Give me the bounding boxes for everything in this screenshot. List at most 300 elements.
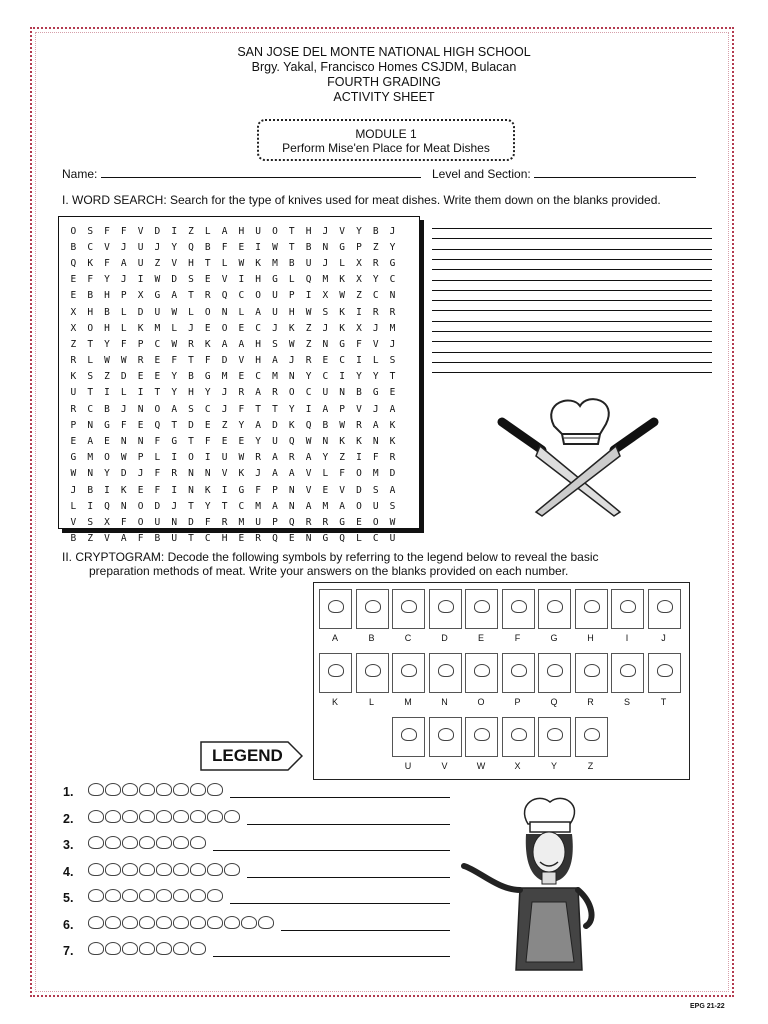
grid-letter[interactable]: L bbox=[238, 306, 245, 318]
grid-letter[interactable]: E bbox=[288, 533, 295, 545]
grid-letter[interactable]: R bbox=[356, 419, 362, 431]
grid-letter[interactable]: P bbox=[356, 241, 362, 253]
grid-letter[interactable]: Z bbox=[305, 338, 312, 350]
grid-letter[interactable]: I bbox=[87, 500, 94, 512]
grid-letter[interactable]: I bbox=[171, 225, 178, 237]
grid-letter[interactable]: S bbox=[188, 274, 194, 286]
grid-letter[interactable]: B bbox=[188, 371, 194, 383]
grid-letter[interactable]: R bbox=[238, 387, 245, 399]
answer-blank[interactable] bbox=[432, 362, 712, 363]
grid-letter[interactable]: Q bbox=[339, 533, 346, 545]
grid-letter[interactable]: R bbox=[221, 516, 228, 528]
grid-letter[interactable]: Z bbox=[188, 225, 194, 237]
grid-letter[interactable]: C bbox=[322, 371, 329, 383]
grid-letter[interactable]: M bbox=[238, 516, 245, 528]
grid-letter[interactable]: R bbox=[305, 516, 312, 528]
grid-letter[interactable]: W bbox=[120, 452, 127, 464]
grid-letter[interactable]: F bbox=[104, 225, 110, 237]
grid-letter[interactable]: F bbox=[204, 516, 211, 528]
grid-letter[interactable]: I bbox=[104, 387, 110, 399]
grid-letter[interactable]: H bbox=[188, 257, 194, 269]
grid-letter[interactable]: A bbox=[372, 419, 379, 431]
grid-letter[interactable]: W bbox=[238, 257, 245, 269]
grid-letter[interactable]: Y bbox=[305, 371, 312, 383]
grid-letter[interactable]: B bbox=[322, 419, 329, 431]
grid-letter[interactable]: N bbox=[204, 468, 211, 480]
grid-letter[interactable]: R bbox=[372, 306, 379, 318]
grid-letter[interactable]: I bbox=[255, 241, 262, 253]
grid-letter[interactable]: Z bbox=[154, 257, 161, 269]
grid-letter[interactable]: T bbox=[87, 338, 94, 350]
answer-blank[interactable] bbox=[247, 824, 450, 825]
grid-letter[interactable]: G bbox=[238, 484, 245, 496]
grid-letter[interactable]: J bbox=[372, 403, 379, 415]
grid-letter[interactable]: B bbox=[204, 241, 211, 253]
answer-blank[interactable] bbox=[432, 321, 712, 322]
grid-letter[interactable]: Z bbox=[104, 371, 110, 383]
grid-letter[interactable]: A bbox=[255, 387, 262, 399]
grid-letter[interactable]: G bbox=[339, 338, 346, 350]
grid-letter[interactable]: L bbox=[120, 306, 127, 318]
grid-letter[interactable]: B bbox=[288, 257, 295, 269]
grid-letter[interactable]: Q bbox=[288, 436, 295, 448]
grid-letter[interactable]: Y bbox=[372, 274, 379, 286]
grid-letter[interactable]: V bbox=[305, 468, 312, 480]
grid-letter[interactable]: U bbox=[372, 500, 379, 512]
grid-letter[interactable]: F bbox=[255, 484, 262, 496]
grid-letter[interactable]: S bbox=[389, 500, 396, 512]
grid-letter[interactable]: R bbox=[70, 355, 77, 367]
grid-letter[interactable]: F bbox=[204, 355, 211, 367]
grid-letter[interactable]: L bbox=[322, 468, 329, 480]
grid-letter[interactable]: C bbox=[87, 241, 94, 253]
grid-letter[interactable]: I bbox=[104, 484, 110, 496]
grid-letter[interactable]: U bbox=[171, 533, 178, 545]
grid-letter[interactable]: A bbox=[171, 290, 178, 302]
grid-letter[interactable]: R bbox=[70, 403, 77, 415]
grid-letter[interactable]: G bbox=[272, 274, 278, 286]
grid-letter[interactable]: V bbox=[221, 274, 228, 286]
grid-letter[interactable]: E bbox=[204, 419, 211, 431]
answer-blank[interactable] bbox=[432, 341, 712, 342]
answer-blank[interactable] bbox=[432, 238, 712, 239]
grid-letter[interactable]: K bbox=[389, 419, 396, 431]
grid-letter[interactable]: Q bbox=[288, 516, 295, 528]
grid-letter[interactable]: G bbox=[372, 387, 379, 399]
grid-letter[interactable]: T bbox=[154, 387, 161, 399]
grid-letter[interactable]: S bbox=[87, 225, 94, 237]
grid-letter[interactable]: E bbox=[204, 322, 211, 334]
grid-letter[interactable]: Z bbox=[372, 241, 379, 253]
answer-blank[interactable] bbox=[230, 797, 450, 798]
grid-letter[interactable]: V bbox=[356, 403, 362, 415]
grid-letter[interactable]: T bbox=[288, 241, 295, 253]
grid-letter[interactable]: B bbox=[87, 484, 94, 496]
grid-letter[interactable]: I bbox=[137, 387, 144, 399]
grid-letter[interactable]: A bbox=[120, 533, 127, 545]
grid-letter[interactable]: Z bbox=[87, 533, 94, 545]
grid-letter[interactable]: Y bbox=[389, 241, 396, 253]
grid-letter[interactable]: R bbox=[272, 387, 278, 399]
grid-letter[interactable]: A bbox=[221, 338, 228, 350]
grid-letter[interactable]: Y bbox=[356, 225, 362, 237]
grid-letter[interactable]: U bbox=[137, 241, 144, 253]
grid-letter[interactable]: E bbox=[70, 274, 77, 286]
grid-letter[interactable]: O bbox=[154, 403, 161, 415]
grid-letter[interactable]: E bbox=[238, 533, 245, 545]
grid-letter[interactable]: C bbox=[204, 403, 211, 415]
grid-letter[interactable]: U bbox=[305, 257, 312, 269]
grid-letter[interactable]: K bbox=[288, 419, 295, 431]
grid-letter[interactable]: C bbox=[238, 290, 245, 302]
grid-letter[interactable]: T bbox=[188, 500, 194, 512]
grid-letter[interactable]: E bbox=[238, 371, 245, 383]
grid-letter[interactable]: Q bbox=[104, 500, 110, 512]
grid-letter[interactable]: T bbox=[389, 371, 396, 383]
answer-blank[interactable] bbox=[230, 903, 450, 904]
grid-letter[interactable]: Y bbox=[171, 241, 178, 253]
grid-letter[interactable]: L bbox=[204, 225, 211, 237]
grid-letter[interactable]: K bbox=[339, 436, 346, 448]
grid-letter[interactable]: C bbox=[204, 533, 211, 545]
grid-letter[interactable]: M bbox=[154, 322, 161, 334]
grid-letter[interactable]: N bbox=[305, 533, 312, 545]
grid-letter[interactable]: U bbox=[221, 452, 228, 464]
grid-letter[interactable]: V bbox=[238, 355, 245, 367]
answer-blank[interactable] bbox=[432, 310, 712, 311]
grid-letter[interactable]: D bbox=[137, 306, 144, 318]
grid-letter[interactable]: H bbox=[288, 306, 295, 318]
grid-letter[interactable]: W bbox=[171, 306, 178, 318]
grid-letter[interactable]: C bbox=[389, 274, 396, 286]
grid-letter[interactable]: T bbox=[171, 419, 178, 431]
grid-letter[interactable]: T bbox=[87, 387, 94, 399]
grid-letter[interactable]: Y bbox=[356, 371, 362, 383]
grid-letter[interactable]: P bbox=[288, 290, 295, 302]
grid-letter[interactable]: M bbox=[221, 371, 228, 383]
grid-letter[interactable]: O bbox=[372, 516, 379, 528]
grid-letter[interactable]: S bbox=[389, 355, 396, 367]
grid-letter[interactable]: U bbox=[322, 387, 329, 399]
answer-blank[interactable] bbox=[247, 877, 450, 878]
grid-letter[interactable]: T bbox=[255, 403, 262, 415]
grid-letter[interactable]: G bbox=[339, 516, 346, 528]
grid-letter[interactable]: U bbox=[137, 257, 144, 269]
grid-letter[interactable]: W bbox=[339, 419, 346, 431]
grid-letter[interactable]: Y bbox=[204, 500, 211, 512]
grid-letter[interactable]: L bbox=[221, 257, 228, 269]
grid-letter[interactable]: K bbox=[204, 484, 211, 496]
grid-letter[interactable]: L bbox=[120, 387, 127, 399]
level-field[interactable] bbox=[432, 166, 696, 181]
grid-letter[interactable]: J bbox=[120, 403, 127, 415]
grid-letter[interactable]: B bbox=[154, 533, 161, 545]
grid-letter[interactable]: K bbox=[70, 371, 77, 383]
grid-letter[interactable]: Y bbox=[238, 419, 245, 431]
answer-blank[interactable] bbox=[432, 228, 712, 229]
grid-letter[interactable]: F bbox=[238, 403, 245, 415]
grid-letter[interactable]: S bbox=[372, 484, 379, 496]
grid-letter[interactable]: F bbox=[120, 516, 127, 528]
grid-letter[interactable]: O bbox=[188, 452, 194, 464]
grid-letter[interactable]: K bbox=[339, 306, 346, 318]
grid-letter[interactable]: A bbox=[272, 355, 278, 367]
grid-letter[interactable]: Y bbox=[104, 274, 110, 286]
grid-letter[interactable]: C bbox=[238, 500, 245, 512]
grid-letter[interactable]: N bbox=[171, 516, 178, 528]
grid-letter[interactable]: D bbox=[154, 225, 161, 237]
grid-letter[interactable]: B bbox=[356, 387, 362, 399]
grid-letter[interactable]: T bbox=[204, 257, 211, 269]
grid-letter[interactable]: A bbox=[305, 452, 312, 464]
grid-letter[interactable]: Q bbox=[70, 257, 77, 269]
grid-letter[interactable]: W bbox=[120, 355, 127, 367]
grid-letter[interactable]: V bbox=[104, 241, 110, 253]
grid-letter[interactable]: J bbox=[322, 225, 329, 237]
grid-letter[interactable]: J bbox=[389, 338, 396, 350]
grid-letter[interactable]: G bbox=[70, 452, 77, 464]
grid-letter[interactable]: N bbox=[322, 241, 329, 253]
grid-letter[interactable]: B bbox=[104, 403, 110, 415]
grid-letter[interactable]: N bbox=[322, 338, 329, 350]
grid-letter[interactable]: D bbox=[120, 371, 127, 383]
grid-letter[interactable]: F bbox=[104, 257, 110, 269]
grid-letter[interactable]: L bbox=[288, 274, 295, 286]
grid-letter[interactable]: W bbox=[288, 338, 295, 350]
grid-letter[interactable]: R bbox=[305, 355, 312, 367]
grid-letter[interactable]: Q bbox=[221, 290, 228, 302]
grid-letter[interactable]: R bbox=[322, 516, 329, 528]
grid-letter[interactable]: C bbox=[372, 533, 379, 545]
grid-letter[interactable]: I bbox=[339, 371, 346, 383]
grid-letter[interactable]: P bbox=[272, 484, 278, 496]
grid-letter[interactable]: L bbox=[154, 452, 161, 464]
grid-letter[interactable]: F bbox=[154, 436, 161, 448]
grid-letter[interactable]: J bbox=[272, 322, 278, 334]
grid-letter[interactable]: A bbox=[238, 338, 245, 350]
grid-letter[interactable]: W bbox=[104, 355, 110, 367]
grid-letter[interactable]: T bbox=[272, 403, 278, 415]
grid-letter[interactable]: R bbox=[372, 257, 379, 269]
grid-letter[interactable]: F bbox=[221, 241, 228, 253]
grid-letter[interactable]: O bbox=[356, 468, 362, 480]
grid-letter[interactable]: Q bbox=[272, 533, 278, 545]
grid-letter[interactable]: R bbox=[389, 452, 396, 464]
grid-letter[interactable]: F bbox=[120, 225, 127, 237]
grid-letter[interactable]: A bbox=[272, 452, 278, 464]
grid-letter[interactable]: J bbox=[288, 355, 295, 367]
grid-letter[interactable]: E bbox=[238, 241, 245, 253]
grid-letter[interactable]: Y bbox=[322, 452, 329, 464]
grid-letter[interactable]: V bbox=[339, 484, 346, 496]
grid-letter[interactable]: I bbox=[171, 484, 178, 496]
grid-letter[interactable]: M bbox=[372, 468, 379, 480]
grid-letter[interactable]: H bbox=[255, 355, 262, 367]
grid-letter[interactable]: L bbox=[372, 355, 379, 367]
grid-letter[interactable]: L bbox=[120, 322, 127, 334]
grid-letter[interactable]: H bbox=[255, 338, 262, 350]
grid-letter[interactable]: E bbox=[238, 322, 245, 334]
answer-blank[interactable] bbox=[432, 259, 712, 260]
answer-blank[interactable] bbox=[432, 280, 712, 281]
grid-letter[interactable]: V bbox=[221, 468, 228, 480]
grid-letter[interactable]: X bbox=[356, 274, 362, 286]
answer-blank[interactable] bbox=[432, 249, 712, 250]
grid-letter[interactable]: B bbox=[70, 241, 77, 253]
grid-letter[interactable]: K bbox=[120, 484, 127, 496]
grid-letter[interactable]: G bbox=[322, 533, 329, 545]
grid-letter[interactable]: E bbox=[137, 371, 144, 383]
answer-blank[interactable] bbox=[432, 352, 712, 353]
grid-letter[interactable]: E bbox=[238, 436, 245, 448]
grid-letter[interactable]: X bbox=[104, 516, 110, 528]
grid-letter[interactable]: R bbox=[204, 290, 211, 302]
grid-letter[interactable]: E bbox=[221, 436, 228, 448]
grid-letter[interactable]: J bbox=[255, 468, 262, 480]
grid-letter[interactable]: F bbox=[356, 338, 362, 350]
grid-letter[interactable]: I bbox=[137, 274, 144, 286]
grid-letter[interactable]: U bbox=[255, 516, 262, 528]
grid-letter[interactable]: J bbox=[171, 500, 178, 512]
grid-letter[interactable]: Z bbox=[221, 419, 228, 431]
grid-letter[interactable]: I bbox=[356, 452, 362, 464]
grid-letter[interactable]: N bbox=[120, 436, 127, 448]
grid-letter[interactable]: I bbox=[356, 355, 362, 367]
grid-letter[interactable]: F bbox=[87, 274, 94, 286]
grid-letter[interactable]: N bbox=[322, 436, 329, 448]
grid-letter[interactable]: A bbox=[339, 500, 346, 512]
grid-letter[interactable]: E bbox=[137, 484, 144, 496]
grid-letter[interactable]: G bbox=[389, 257, 396, 269]
name-blank[interactable] bbox=[101, 166, 421, 178]
grid-letter[interactable]: X bbox=[322, 290, 329, 302]
grid-letter[interactable]: U bbox=[154, 516, 161, 528]
grid-letter[interactable]: G bbox=[171, 436, 178, 448]
grid-letter[interactable]: V bbox=[137, 225, 144, 237]
grid-letter[interactable]: A bbox=[87, 436, 94, 448]
grid-letter[interactable]: G bbox=[154, 290, 161, 302]
grid-letter[interactable]: W bbox=[171, 338, 178, 350]
grid-letter[interactable]: H bbox=[238, 225, 245, 237]
answer-blank[interactable] bbox=[281, 930, 450, 931]
grid-letter[interactable]: K bbox=[87, 257, 94, 269]
grid-letter[interactable]: D bbox=[120, 468, 127, 480]
grid-letter[interactable]: I bbox=[356, 306, 362, 318]
grid-letter[interactable]: X bbox=[70, 306, 77, 318]
grid-letter[interactable]: B bbox=[372, 225, 379, 237]
grid-letter[interactable]: D bbox=[389, 468, 396, 480]
name-field[interactable] bbox=[62, 166, 421, 181]
grid-letter[interactable]: A bbox=[288, 468, 295, 480]
grid-letter[interactable]: V bbox=[305, 484, 312, 496]
grid-letter[interactable]: A bbox=[272, 500, 278, 512]
grid-letter[interactable]: F bbox=[154, 468, 161, 480]
grid-letter[interactable]: T bbox=[188, 290, 194, 302]
grid-letter[interactable]: V bbox=[339, 225, 346, 237]
grid-letter[interactable]: H bbox=[87, 306, 94, 318]
grid-letter[interactable]: Y bbox=[104, 468, 110, 480]
grid-letter[interactable]: J bbox=[372, 322, 379, 334]
grid-letter[interactable]: D bbox=[171, 274, 178, 286]
grid-letter[interactable]: O bbox=[104, 452, 110, 464]
grid-letter[interactable]: Z bbox=[356, 290, 362, 302]
grid-letter[interactable]: N bbox=[288, 500, 295, 512]
grid-letter[interactable]: O bbox=[137, 500, 144, 512]
grid-letter[interactable]: L bbox=[356, 533, 362, 545]
grid-letter[interactable]: B bbox=[87, 290, 94, 302]
grid-letter[interactable]: Y bbox=[255, 436, 262, 448]
grid-letter[interactable]: U bbox=[272, 306, 278, 318]
grid-letter[interactable]: C bbox=[255, 371, 262, 383]
grid-letter[interactable]: J bbox=[389, 225, 396, 237]
grid-letter[interactable]: P bbox=[137, 452, 144, 464]
grid-letter[interactable]: Z bbox=[339, 452, 346, 464]
grid-letter[interactable]: R bbox=[288, 452, 295, 464]
grid-letter[interactable]: T bbox=[221, 500, 228, 512]
grid-letter[interactable]: R bbox=[171, 468, 178, 480]
grid-letter[interactable]: M bbox=[255, 500, 262, 512]
grid-letter[interactable]: F bbox=[137, 533, 144, 545]
grid-letter[interactable]: I bbox=[305, 290, 312, 302]
grid-letter[interactable]: N bbox=[288, 371, 295, 383]
grid-letter[interactable]: D bbox=[272, 419, 278, 431]
grid-letter[interactable]: P bbox=[272, 516, 278, 528]
grid-letter[interactable]: S bbox=[188, 403, 194, 415]
grid-letter[interactable]: A bbox=[305, 500, 312, 512]
grid-letter[interactable]: P bbox=[339, 403, 346, 415]
grid-letter[interactable]: Y bbox=[204, 387, 211, 399]
grid-letter[interactable]: O bbox=[288, 387, 295, 399]
grid-letter[interactable]: K bbox=[339, 322, 346, 334]
grid-letter[interactable]: C bbox=[87, 403, 94, 415]
grid-letter[interactable]: J bbox=[70, 484, 77, 496]
grid-letter[interactable]: P bbox=[120, 290, 127, 302]
grid-letter[interactable]: S bbox=[322, 306, 329, 318]
grid-letter[interactable]: O bbox=[221, 322, 228, 334]
grid-letter[interactable]: X bbox=[70, 322, 77, 334]
grid-letter[interactable]: X bbox=[356, 257, 362, 269]
grid-letter[interactable]: E bbox=[389, 387, 396, 399]
grid-letter[interactable]: L bbox=[70, 500, 77, 512]
grid-letter[interactable]: N bbox=[389, 290, 396, 302]
grid-letter[interactable]: Y bbox=[171, 387, 178, 399]
grid-letter[interactable]: T bbox=[188, 355, 194, 367]
grid-letter[interactable]: J bbox=[322, 257, 329, 269]
grid-letter[interactable]: R bbox=[255, 533, 262, 545]
grid-letter[interactable]: E bbox=[70, 436, 77, 448]
grid-letter[interactable]: H bbox=[305, 225, 312, 237]
grid-letter[interactable]: K bbox=[255, 257, 262, 269]
grid-letter[interactable]: J bbox=[154, 241, 161, 253]
grid-letter[interactable]: N bbox=[188, 468, 194, 480]
grid-letter[interactable]: L bbox=[171, 322, 178, 334]
grid-letter[interactable]: Q bbox=[154, 419, 161, 431]
grid-letter[interactable]: T bbox=[288, 225, 295, 237]
grid-letter[interactable]: W bbox=[154, 274, 161, 286]
grid-letter[interactable]: N bbox=[87, 419, 94, 431]
grid-letter[interactable]: K bbox=[204, 338, 211, 350]
grid-letter[interactable]: J bbox=[120, 274, 127, 286]
grid-letter[interactable]: Q bbox=[188, 241, 194, 253]
grid-letter[interactable]: F bbox=[120, 419, 127, 431]
grid-letter[interactable]: L bbox=[339, 257, 346, 269]
grid-letter[interactable]: I bbox=[221, 484, 228, 496]
grid-letter[interactable]: D bbox=[356, 484, 362, 496]
grid-letter[interactable]: Q bbox=[305, 274, 312, 286]
answer-blank[interactable] bbox=[432, 300, 712, 301]
grid-letter[interactable]: B bbox=[70, 533, 77, 545]
grid-letter[interactable]: S bbox=[272, 338, 278, 350]
